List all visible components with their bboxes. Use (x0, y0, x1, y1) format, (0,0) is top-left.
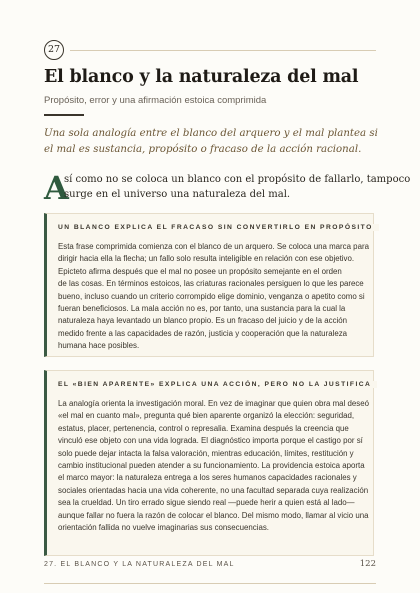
lead-paragraph: Una sola analogía entre el blanco del arquero y el mal plantea si el mal es sustancia, propósito o fracaso de la acción racional. (44, 128, 378, 155)
callout-box-target (44, 213, 374, 357)
callout-line: cambio institucional pueden atender a su funcionamiento. La providencia estoica aporta (58, 461, 365, 471)
title-underline (44, 114, 84, 116)
callout-line: Epicteto afirma después que el mal no posee un propósito semejante en el orden (58, 266, 342, 276)
callout-line: medido frente a las capacidades de razón, justicia y cooperación que la naturaleza (58, 328, 348, 338)
callout-line: de las cosas. En términos estoicos, las criaturas racionales persiguen lo que les parece (58, 279, 364, 289)
intro-line: surge en el universo una naturaleza del mal. (64, 189, 291, 200)
callout-line: orientación fallida no vuelve imaginarias sus consecuencias. (58, 523, 269, 533)
callout-line: «el mal en cuanto mal», pregunta qué bien aparente organizó la elección: seguridad, (58, 411, 355, 421)
intro-line: sí como no se coloca un blanco con el propósito de fallarlo, tampoco (64, 174, 411, 185)
callout-line: Esta frase comprimida comienza con el blanco de un arquero. Se coloca una marca para (58, 242, 369, 251)
callout-line: solo puede dejar intacta la falsa valoración, mientras educación, límites, restitución y (58, 448, 354, 458)
callout-line: dirigir hacia ella la flecha; un fallo solo resulta inteligible en relación con ese objetivo. (58, 254, 355, 264)
callout-line: vinculó ese objeto con una vida lograda. El diagnóstico importa porque el castigo por sí (58, 436, 363, 446)
callout-line: aunque fallar no fuera la razón de colocar el blanco. Del mismo modo, llamar al vicio una (58, 510, 369, 520)
callout-box-apparent-good (44, 370, 374, 556)
intro-paragraph (44, 169, 411, 207)
callout-line: el marco mayor: la naturaleza entrega a los seres humanos capacidades racionales y (58, 473, 357, 483)
callout-body (58, 398, 369, 534)
chapter-number-badge: 27 (44, 40, 64, 60)
callout-line: humana hace posibles. (58, 341, 140, 351)
page-number: 122 (359, 559, 376, 569)
chapter-title: El blanco y la naturaleza del mal (44, 67, 359, 87)
footer-rule (44, 583, 376, 584)
callout-body (58, 241, 369, 353)
chapter-number-row (44, 40, 376, 62)
chapter-subtitle: Propósito, error y una afirmación estoica comprimida (44, 95, 267, 106)
drop-cap: A (44, 169, 69, 207)
callout-line: estatus, placer, pertenencia, control o represalia. Examina después la creencia que (58, 423, 349, 433)
callout-line: naturaleza haya levantado un blanco propio. Es un fracaso del juicio y de la acción (58, 316, 348, 326)
callout-heading: EL «BIEN APARENTE» EXPLICA UNA ACCIÓN, PERO NO LA JUSTIFICA (58, 380, 363, 390)
callout-line: sea la crueldad. Un tiro errado sigue siendo real —puede herir a quien está al lado— (58, 498, 355, 508)
callout-line: La analogía orienta la investigación moral. En vez de imaginar que quien obra mal deseó (58, 399, 369, 408)
intro-text (64, 172, 411, 202)
running-footer: 27. EL BLANCO Y LA NATURALEZA DEL MAL (44, 561, 235, 568)
callout-line: bueno, incluso cuando un criterio corrompido elige dominio, venganza o apetito como si (58, 291, 365, 301)
callout-heading: UN BLANCO EXPLICA EL FRACASO SIN CONVERTIRLO EN PROPÓSITO (58, 223, 363, 233)
callout-line: fueran beneficiosos. La mala acción no es, por tanto, una sustancia para la cual la (58, 304, 346, 314)
callout-line: sociales orientadas hacia una vida coherente, no una facultad separada cuya realización (58, 485, 369, 495)
chapter-header-rule (70, 50, 376, 51)
